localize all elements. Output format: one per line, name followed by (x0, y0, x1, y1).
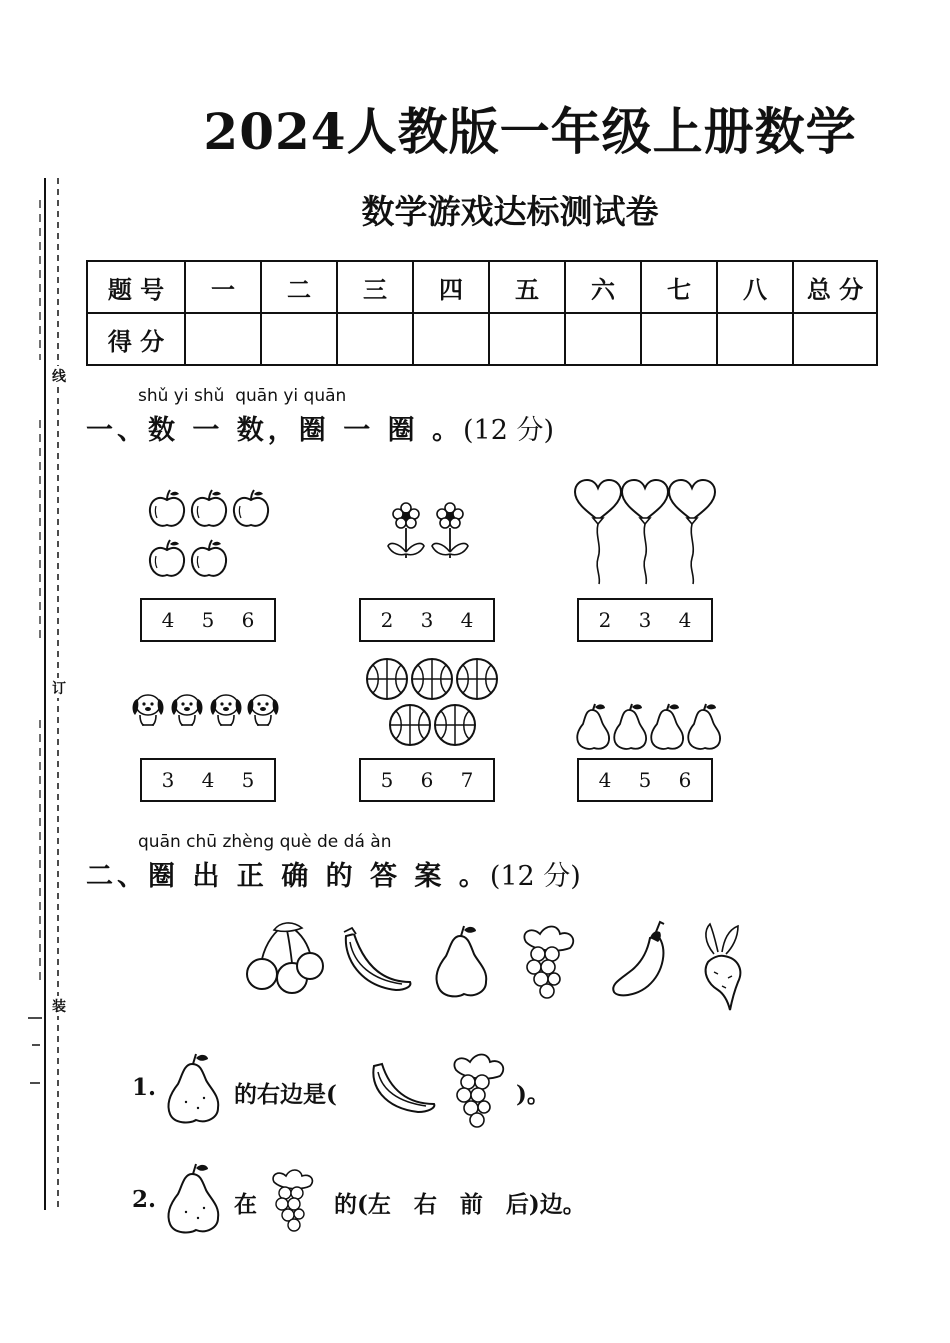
score-cell[interactable] (641, 313, 717, 365)
option[interactable]: 7 (460, 768, 474, 792)
margin-label-seal: 装 (52, 996, 66, 1016)
option[interactable]: 5 (201, 608, 215, 632)
page-title: 2024人教版一年级上册数学 (203, 102, 857, 161)
apple-icon (145, 484, 275, 580)
margin-label-bind: 订 (52, 678, 66, 698)
pear-icon (436, 926, 486, 996)
count-options-basketball (359, 758, 495, 802)
option[interactable]: 4 (161, 608, 175, 632)
option[interactable]: 4 (598, 768, 612, 792)
option[interactable]: 3 (161, 768, 175, 792)
section2-pinyin: quān chū zhèng què de dá àn (138, 832, 392, 852)
q1-text-b: )。 (516, 1081, 550, 1108)
cherry-icon (247, 923, 323, 993)
option[interactable]: 5 (380, 768, 394, 792)
section1-heading (86, 408, 554, 447)
score-cell[interactable] (185, 313, 261, 365)
score-table-col-total: 总 分 (793, 261, 877, 313)
option[interactable]: 4 (201, 768, 215, 792)
banana-icon (344, 928, 410, 990)
option[interactable]: 4 (678, 608, 692, 632)
score-cell[interactable] (489, 313, 565, 365)
score-table-col: 三 (337, 261, 413, 313)
score-table-header-row (87, 261, 877, 313)
count-options-apple (140, 598, 276, 642)
section2-heading (86, 854, 581, 893)
q2-text-b: 的(左 右 前 后)边。 (334, 1191, 586, 1218)
option[interactable]: 3 (638, 608, 652, 632)
option[interactable]: 6 (678, 768, 692, 792)
option[interactable]: 6 (241, 608, 255, 632)
option[interactable]: 5 (241, 768, 255, 792)
count-options-puppy (140, 758, 276, 802)
banana-icon[interactable] (368, 1060, 442, 1118)
option[interactable]: 4 (460, 608, 474, 632)
score-cell[interactable] (413, 313, 489, 365)
count-options-balloon (577, 598, 713, 642)
option[interactable]: 3 (420, 608, 434, 632)
score-table-col: 二 (261, 261, 337, 313)
section2-points: (12 分) (489, 861, 581, 892)
score-table-col: 六 (565, 261, 641, 313)
score-table-col: 八 (717, 261, 793, 313)
section1-pinyin: shǔ yi shǔ quān yi quān (138, 386, 347, 406)
section1-heading-text: 一、数 一 数，圈 一 圈 。 (86, 415, 463, 446)
score-cell[interactable] (337, 313, 413, 365)
page-subtitle: 数学游戏达标测试卷 (361, 192, 659, 231)
q1-text-a: 的右边是( (234, 1081, 337, 1108)
option[interactable]: 5 (638, 768, 652, 792)
fruit-row (244, 918, 754, 1014)
q1-number: 1. (132, 1074, 157, 1101)
pear-icon (164, 1162, 224, 1234)
count-options-flower (359, 598, 495, 642)
grapes-icon[interactable] (448, 1050, 514, 1130)
score-table-col: 七 (641, 261, 717, 313)
pear-icon (164, 1052, 224, 1124)
q2-number: 2. (132, 1186, 157, 1213)
score-table-score-row (87, 313, 877, 365)
section2-heading-text: 二、圈 出 正 确 的 答 案 。 (86, 861, 490, 892)
option[interactable]: 6 (420, 768, 434, 792)
basketball-icon (364, 656, 504, 748)
grapes-icon (268, 1166, 328, 1232)
score-cell[interactable] (261, 313, 337, 365)
heart-balloon-icon (574, 478, 718, 586)
radish-icon (706, 924, 741, 1010)
section1-points: (12 分) (463, 415, 555, 446)
score-cell[interactable] (717, 313, 793, 365)
score-table-col: 五 (489, 261, 565, 313)
score-table-score-label: 得 分 (87, 313, 185, 365)
option[interactable]: 2 (380, 608, 394, 632)
margin-label-line: 线 (52, 366, 66, 386)
score-table (86, 260, 878, 366)
grapes-icon (524, 927, 573, 999)
flower-icon (384, 500, 474, 562)
score-table-col: 一 (185, 261, 261, 313)
score-table-col: 四 (413, 261, 489, 313)
count-options-pear (577, 758, 713, 802)
score-cell[interactable] (565, 313, 641, 365)
pear-icon (572, 702, 728, 750)
puppy-icon (130, 688, 285, 728)
eggplant-icon (613, 922, 664, 995)
option[interactable]: 2 (598, 608, 612, 632)
score-table-header-label: 题 号 (87, 261, 185, 313)
q2-text-a: 在 (234, 1191, 257, 1218)
score-cell[interactable] (793, 313, 877, 365)
